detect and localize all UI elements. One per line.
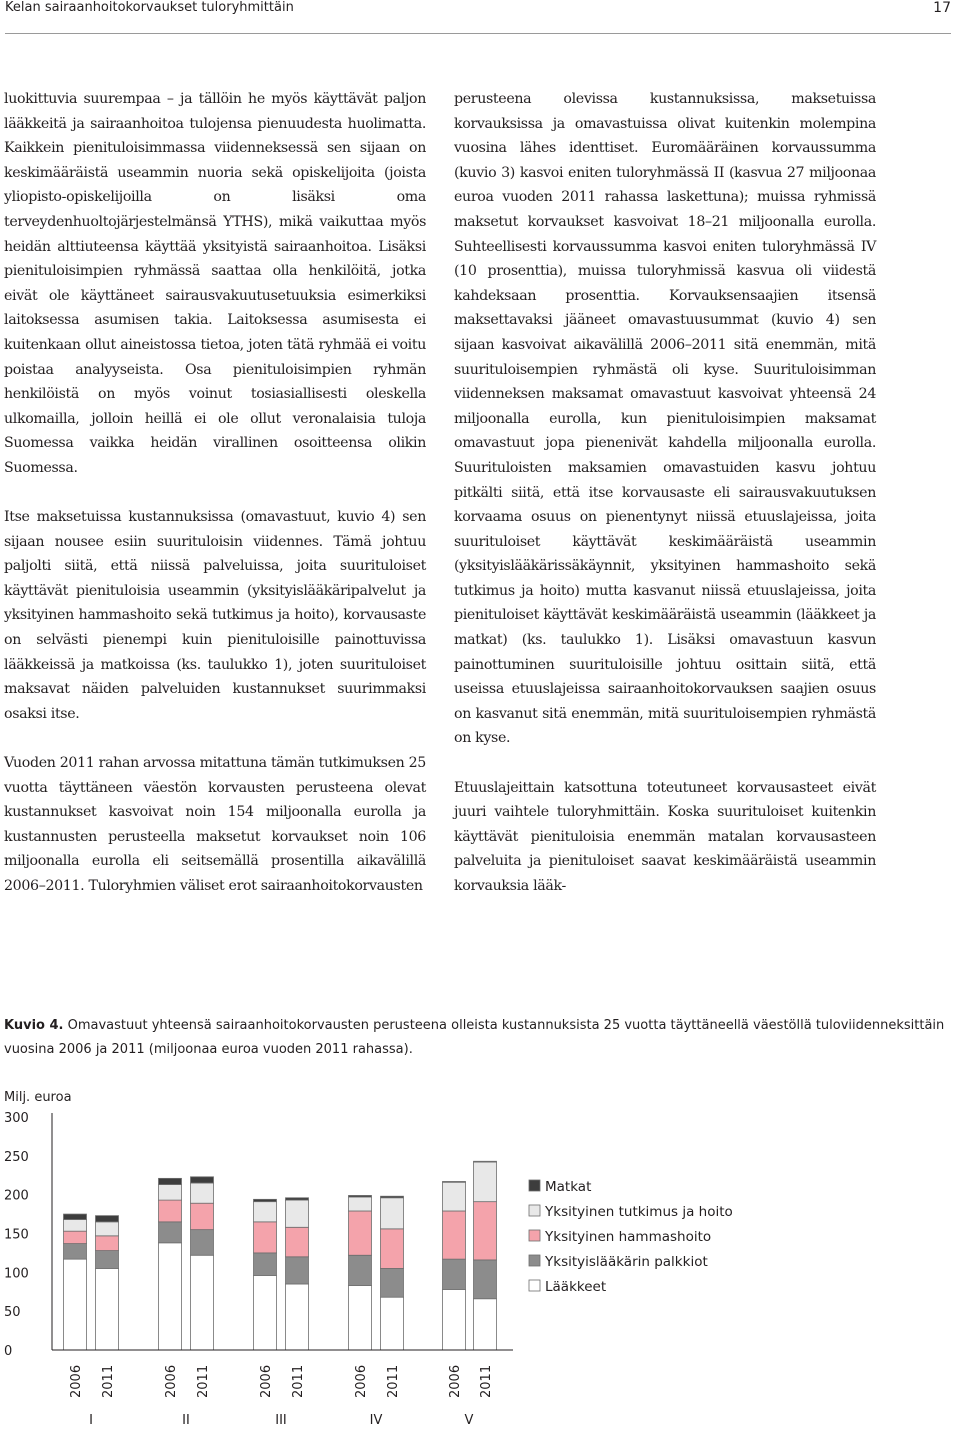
bar-segment [474, 1299, 497, 1350]
y-tick-label: 300 [4, 1111, 29, 1126]
figure-label: Kuvio 4. [4, 1018, 64, 1033]
group-label: III [275, 1413, 287, 1428]
bar-segment [474, 1161, 497, 1162]
bar-segment [191, 1230, 214, 1256]
bar-segment [286, 1200, 309, 1227]
bar-segment [443, 1289, 466, 1350]
bar-segment [474, 1202, 497, 1260]
figure-caption-text: Omavastuut yhteensä sairaanhoitokorvausten perusteena olleista kustannuksista 25 vuotta täyttäneellä väestöllä tuloviidenneksittäin vuosina 2006 ja 2011 (miljoonaa euroa vuoden 2011 rahassa). [4, 1018, 945, 1057]
bar-segment [286, 1198, 309, 1200]
bar-segment [191, 1203, 214, 1229]
legend-label: Yksityinen tutkimus ja hoito [545, 1204, 733, 1220]
bar-segment [254, 1202, 277, 1222]
y-tick-label: 100 [4, 1266, 29, 1282]
bar-segment [254, 1222, 277, 1253]
bar-segment [159, 1185, 182, 1201]
legend-label: Yksityislääkärin palkkiot [545, 1254, 708, 1270]
bar-segment [96, 1236, 119, 1251]
x-tick-label: 2011 [291, 1364, 306, 1398]
bar-segment [254, 1253, 277, 1276]
bar-segment [349, 1286, 372, 1350]
y-tick-label: 200 [4, 1188, 29, 1204]
y-tick-label: 250 [4, 1149, 29, 1165]
bar-segment [349, 1211, 372, 1255]
paragraph: Etuuslajeittain katsottuna toteutuneet korvausasteet eivät juuri vaihtele tuloryhmittäin. Koska suurituloiset kuitenkin käyttävät pienituloisia enemmän matalan korvausasteen palveluita ja pienituloiset saavat keskimääräistä useammin korvauksia lääk- [454, 779, 876, 894]
legend-swatch [529, 1280, 540, 1291]
stacked-bar-chart [0, 1080, 960, 1431]
legend-swatch [529, 1230, 540, 1241]
bar-segment [96, 1268, 119, 1350]
paragraph: luokittuvia suurempaa – ja tällöin he myös käyttävät paljon lääkkeitä ja sairaanhoitoa tulojensa pienuudesta huolimatta. Kaikkein pienituloisimmassa viidenneksessä sen sijaan on keskimääräistä useammin nuoria sekä opiskelijoita (joista yliopisto-opiskelijoilla on lisäksi oma terveydenhuoltojärjestelmänsä YTHS), mikä vaikuttaa myös heidän alttiuteensa käyttää yksityistä sairaanhoitoa. Lisäksi pienituloisimpien ryhmässä saattaa olla henkilöitä, jotka eivät ole käyttäneet sairausvakuutusetuuksia esimerkiksi laitoksessa asumisen takia. Laitoksessa asumisesta ei kuitenkaan ollut aineistossa tietoa, joten tätä ryhmää ei voitu poistaa analyyseista. Osa pienituloisimpien ryhmän henkilöistä on myös voinut tosiasiallisesti oleskella ulkomailla, jolloin heillä ei ole ollut veronalaisia tuloja Suomessa vaikka heidän virallinen osoitteensa olikin Suomessa. [4, 91, 426, 476]
bar-segment [96, 1251, 119, 1269]
bar-segment [443, 1182, 466, 1211]
bar-segment [191, 1255, 214, 1350]
paragraph: Itse maksetuissa kustannuksissa (omavastuut, kuvio 4) sen sijaan nousee esiin suurituloisin viidennes. Tämä johtuu paljolti siitä, että niissä palveluissa, joita suurituloiset käyttävät pienituloisia useammin (yksityislääkäripalvelut ja yksityinen hammashoito sekä tutkimus ja hoito), korvausaste on selvästi pienempi kuin pienituloisille painottuvissa lääkkeissä ja matkoissa (ks. taulukko 1), joten suurituloiset maksavat näiden palveluiden kustannukset suurimmaksi osaksi itse. [4, 509, 426, 722]
bar-segment [286, 1227, 309, 1257]
bar-segment [349, 1197, 372, 1211]
group-label: II [182, 1413, 190, 1428]
legend-swatch [529, 1180, 540, 1191]
page-number: 17 [933, 0, 951, 16]
bar-segment [159, 1200, 182, 1222]
paragraph: Vuoden 2011 rahan arvossa mitattuna tämän tutkimuksen 25 vuotta täyttäneen väestön korvausten perusteena olevat kustannukset kasvoivat noin 154 miljoonalla eurolla ja kustannusten perusteella maksetut korvaukset noin 106 miljoonalla eurolla eli seitsemällä prosentilla aikavälillä 2006–2011. Tuloryhmien väliset erot sairaanhoitokorvausten [4, 755, 426, 894]
x-tick-label: 2006 [69, 1364, 84, 1398]
bar-segment [64, 1220, 87, 1232]
bar-segment [443, 1259, 466, 1289]
bar-segment [381, 1198, 404, 1229]
bar-segment [159, 1222, 182, 1243]
left-text-column [4, 87, 426, 923]
bar-segment [443, 1211, 466, 1259]
bar-segment [286, 1257, 309, 1284]
bar-segment [96, 1216, 119, 1222]
bar-segment [474, 1260, 497, 1299]
bar-segment [64, 1214, 87, 1219]
legend-label: Lääkkeet [545, 1279, 607, 1295]
group-label: V [464, 1413, 474, 1428]
bar-segment [159, 1178, 182, 1184]
bar-segment [254, 1199, 277, 1201]
x-tick-label: 2011 [386, 1364, 401, 1398]
x-tick-label: 2011 [479, 1364, 494, 1398]
bar-segment [64, 1231, 87, 1243]
running-header [5, 0, 951, 34]
paragraph: perusteena olevissa kustannuksissa, maksetuissa korvauksissa ja omavastuissa olivat kuitenkin molempina vuosina lähes identtiset. Euromääräinen korvaussumma (kuvio 3) kasvoi eniten tuloryhmässä II (kasvua 27 miljoonaa euroa vuoden 2011 rahassa laskettuna); muissa ryhmissä maksetut korvaukset kasvoivat 18–21 miljoonalla eurolla. Suhteellisesti korvaussumma kasvoi eniten tuloryhmässä IV (10 prosenttia), muissa tuloryhmissä kasvua oli viidestä kahdeksaan prosenttia. Korvauksensaajien itsensä maksettavaksi jääneet omavastuusummat (kuvio 4) sen sijaan kasvoivat aikavälillä 2006–2011 sitä enemmän, mitä suurituloisempien ryhmästä oli kyse. Suurituloisimman viidenneksen maksamat omavastuut kasvoivat yhteensä 24 miljoonalla eurolla, kun pienituloisimpien maksamat omavastuut jopa pienenivät kahdella miljoonalla eurolla. Suurituloisten maksamien omavastuiden kasvu johtuu pitkälti siitä, että itse korvausaste eli sairausvakuutuksen korvaama osuus on pienentynyt niissä etuuslajeissa, joita suurituloiset käyttävät keskimääräistä useammin (yksityislääkärissäkäynnit, yksityinen hammashoito sekä tutkimus ja hoito) mutta kasvanut niissä etuuslajeissa, joita pienituloiset käyttävät keskimääräistä useammin (lääkkeet ja matkat) (ks. taulukko 1). Lisäksi omavastuun kasvun painottuminen suurituloisille johtuu osittain siitä, että useissa etuuslajeissa sairaanhoitokorvauksen saajien osuus on kasvanut sitä enemmän, mitä suurituloisempien ryhmästä on kyse. [454, 91, 876, 747]
bar-segment [191, 1183, 214, 1203]
group-label: I [89, 1413, 93, 1428]
bar-segment [443, 1181, 466, 1182]
bar-segment [381, 1268, 404, 1297]
x-tick-label: 2006 [259, 1364, 274, 1398]
x-tick-label: 2006 [354, 1364, 369, 1398]
bar-segment [159, 1243, 182, 1350]
legend-swatch [529, 1205, 540, 1216]
x-tick-label: 2006 [448, 1364, 463, 1398]
bar-segment [349, 1195, 372, 1197]
bar-segment [254, 1275, 277, 1350]
legend-label: Matkat [545, 1179, 592, 1195]
legend-swatch [529, 1255, 540, 1266]
bar-segment [381, 1229, 404, 1269]
figure-caption [4, 1014, 950, 1062]
bar-segment [96, 1222, 119, 1236]
bar-segment [64, 1259, 87, 1350]
right-text-column [454, 87, 876, 923]
bar-segment [349, 1255, 372, 1285]
x-tick-label: 2011 [101, 1364, 116, 1398]
bar-segment [381, 1196, 404, 1198]
bar-segment [191, 1177, 214, 1183]
x-tick-label: 2006 [164, 1364, 179, 1398]
y-tick-label: 50 [4, 1305, 21, 1321]
legend-label: Yksityinen hammashoito [545, 1229, 712, 1245]
bar-segment [474, 1162, 497, 1202]
y-tick-label: 0 [4, 1344, 13, 1359]
bar-segment [286, 1284, 309, 1350]
x-tick-label: 2011 [196, 1364, 211, 1398]
group-label: IV [369, 1413, 383, 1428]
bar-segment [381, 1297, 404, 1350]
y-axis-label: Milj. euroa [4, 1090, 72, 1105]
y-tick-label: 150 [4, 1227, 29, 1243]
running-title: Kelan sairaanhoitokorvaukset tuloryhmittäin [5, 0, 294, 15]
bar-segment [64, 1244, 87, 1260]
